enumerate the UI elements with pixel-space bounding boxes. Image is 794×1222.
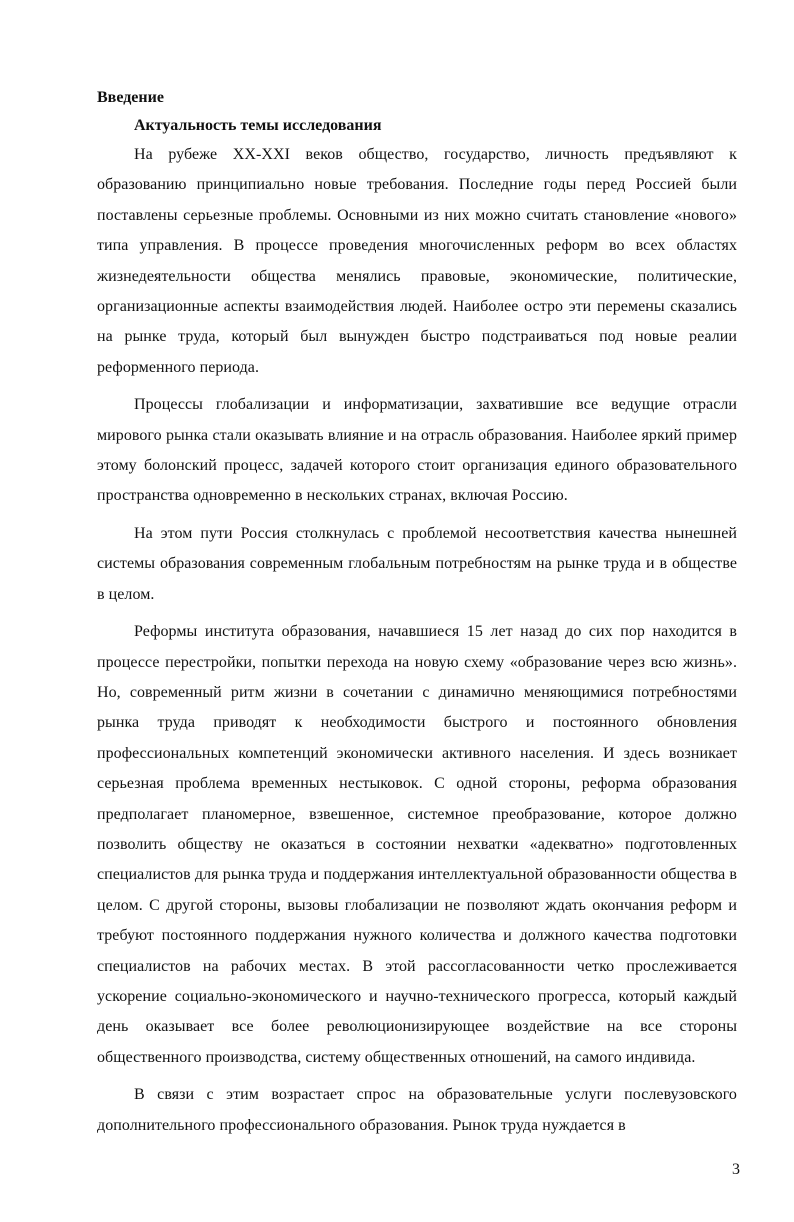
paragraph-3: На этом пути Россия столкнулась с проблемой несоответствия качества нынешней системы образования современным глобальным потребностям на рынке труда и в обществе в целом. — [97, 524, 737, 603]
paragraph-4: Реформы института образования, начавшиеся 15 лет назад до сих пор находится в процессе перестройки, попытки перехода на новую схему «образование через всю жизнь». Но, современный ритм жизни в сочетании с динамично меняющимися потребностями рынка труда приводят к необходимости быстрого и постоянного обновления профессиональных компетенций экономически активного населения. И здесь возникает серьезная проблема временных нестыковок. С одной стороны, реформа образования предполагает планомерное, взвешенное, системное преобразование, которое должно позволить обществу не оказаться в состоянии нехватки «адекватно» подготовленных специалистов для рынка труда и поддержания интеллектуальной образованности общества в целом. С другой стороны, вызовы глобализации не позволяют ждать окончания реформ и требуют постоянного поддержания нужного количества и должного качества подготовки специалистов на рабочих местах. В этой рассогласованности четко прослеживается ускорение социально-экономического и научно-технического прогресса, который каждый день оказывает все более революционизирующее воздействие на все стороны общественного производства, систему общественных отношений, на самого индивида. — [97, 623, 737, 1066]
paragraph-5: В связи с этим возрастает спрос на образовательные услуги послевузовского дополнительного профессионального образования. Рынок труда нуждается в — [97, 1086, 737, 1134]
page-number: 3 — [732, 1161, 740, 1178]
paragraph-2: Процессы глобализации и информатизации, захватившие все ведущие отрасли мирового рынка стали оказывать влияние и на отрасль образования. Наиболее яркий пример этому болонский процесс, задачей которого стоит организация единого образовательного пространства одновременно в нескольких странах, включая Россию. — [97, 396, 737, 505]
paragraph-1: На рубеже XX-XXI веков общество, государство, личность предъявляют к образованию принципиально новые требования. Последние годы перед Россией были поставлены серьезные проблемы. Основными из них можно считать становление «нового» типа управления. В процессе проведения многочисленных реформ во всех областях жизнедеятельности общества менялись правовые, экономические, политические, организационные аспекты взаимодействия людей. Наиболее остро эти перемены сказались на рынке труда, который был вынужден быстро подстраиваться под новые реалии реформенного периода. — [97, 146, 737, 376]
subsection-title: Актуальность темы исследования — [134, 117, 382, 134]
section-title: Введение — [97, 89, 164, 106]
page-content — [97, 84, 737, 1148]
